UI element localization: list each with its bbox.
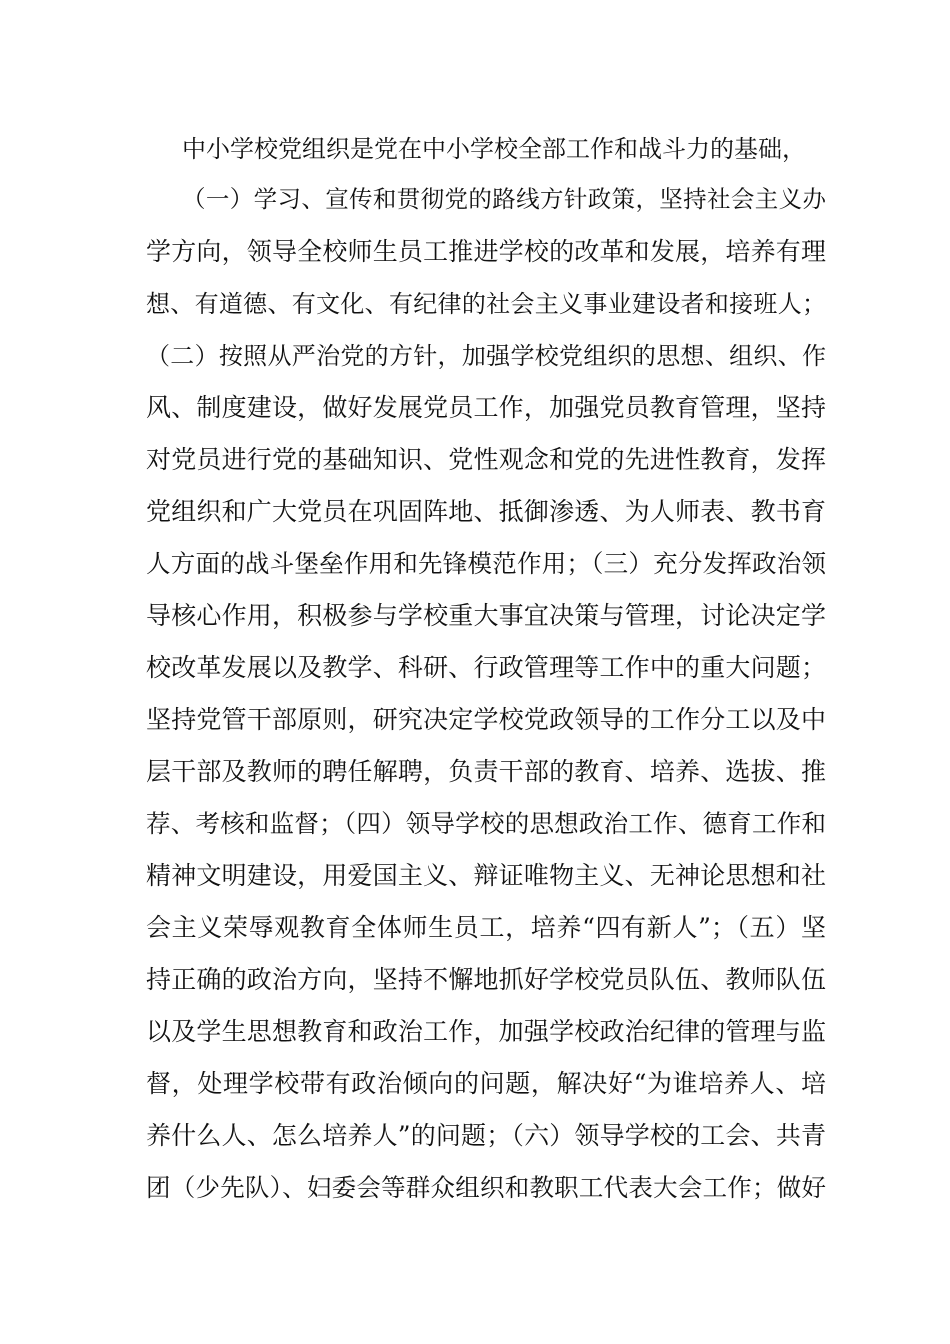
paragraph-line: 精神文明建设，用爱国主义、辩证唯物主义、无神论思想和社 [146, 861, 826, 890]
paragraph-line: 学方向，领导全校师生员工推进学校的改革和发展，培养有理 [146, 237, 826, 266]
paragraph-line: 会主义荣辱观教育全体师生员工，培养“四有新人”；（五）坚 [146, 913, 826, 942]
paragraph-line: 团（少先队）、妇委会等群众组织和教职工代表大会工作；做好 [146, 1173, 826, 1202]
paragraph-line: （二）按照从严治党的方针，加强学校党组织的思想、组织、作 [146, 342, 826, 370]
paragraph-line: 以及学生思想教育和政治工作，加强学校政治纪律的管理与监 [146, 1017, 826, 1046]
paragraph-line: 党组织和广大党员在巩固阵地、抵御渗透、为人师表、教书育 [146, 497, 826, 526]
paragraph-line: 督，处理学校带有政治倾向的问题，解决好“为谁培养人、培 [146, 1069, 826, 1098]
paragraph-line: 养什么人、怎么培养人”的问题；（六）领导学校的工会、共青 [146, 1121, 826, 1150]
paragraph-line: 荐、考核和监督；（四）领导学校的思想政治工作、德育工作和 [146, 809, 826, 838]
paragraph-line: 坚持党管干部原则，研究决定学校党政领导的工作分工以及中 [146, 705, 826, 734]
paragraph-line: 层干部及教师的聘任解聘，负责干部的教育、培养、选拔、推 [146, 757, 826, 786]
paragraph-line: 人方面的战斗堡垒作用和先锋模范作用；（三）充分发挥政治领 [146, 549, 826, 578]
paragraph-line: 导核心作用，积极参与学校重大事宜决策与管理，讨论决定学 [146, 601, 826, 630]
paragraph-line: 持正确的政治方向，坚持不懈地抓好学校党员队伍、教师队伍 [146, 965, 826, 994]
paragraph-line: （一）学习、宣传和贯彻党的路线方针政策，坚持社会主义办 [182, 185, 826, 213]
paragraph-line-intro: 中小学校党组织是党在中小学校全部工作和战斗力的基础， [182, 135, 806, 163]
paragraph-line: 对党员进行党的基础知识、党性观念和党的先进性教育，发挥 [146, 445, 826, 474]
paragraph-line: 校改革发展以及教学、科研、行政管理等工作中的重大问题； [146, 653, 826, 682]
paragraph-line: 风、制度建设，做好发展党员工作，加强党员教育管理，坚持 [146, 393, 826, 422]
paragraph-line: 想、有道德、有文化、有纪律的社会主义事业建设者和接班人； [146, 290, 826, 318]
